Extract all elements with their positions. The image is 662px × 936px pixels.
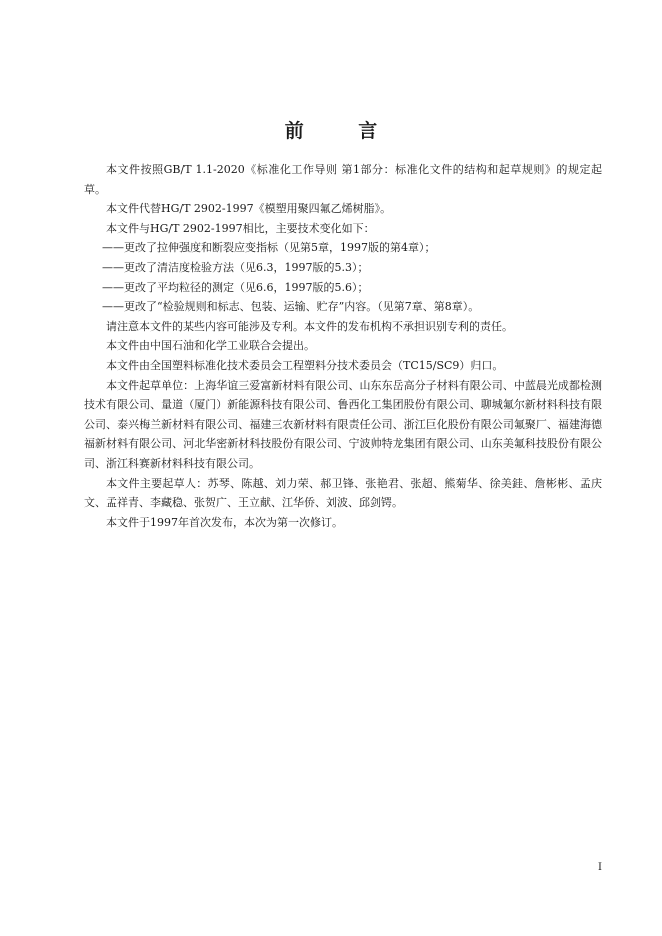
change-item: ——更改了拉伸强度和断裂应变指标（见第5章，1997版的第4章）； [102,241,436,255]
paragraph-managed-by: 本文件由全国塑料标准化技术委员会工程塑料分技术委员会（TC15/SC9）归口。 [106,358,504,372]
change-item: ——更改了“检验规则和标志、包装、运输、贮存”内容。（见第7章、第8章）。 [102,300,480,314]
page-number: I [598,862,602,873]
foreword-body [84,160,602,532]
paragraph-changes-intro: 本文件与HG/T 2902-1997相比，主要技术变化如下： [106,221,375,235]
paragraph-drafting-units: 本文件起草单位：上海华谊三爱富新材料有限公司、山东东岳高分子材料有限公司、中蓝晨光成都检测技术有限公司、量道（厦门）新能源科技有限公司、鲁西化工集团股份有限公司、聊城氟尔新材料科技有限公司、泰兴梅兰新材料有限公司、福建三农新材料有限责任公司、浙江巨化股份有限公司氟聚厂、福建海德福新材料有限公司、河北华密新材科技股份有限公司、宁波帅特龙集团有限公司、山东美氟科技股份有限公司、浙江科赛新材料科技有限公司。 [84,378,602,470]
paragraph-replaces: 本文件代替HG/T 2902-1997《模塑用聚四氟乙烯树脂》。 [106,202,392,216]
page-title: 前 言 [284,120,402,142]
paragraph-drafters: 本文件主要起草人：苏琴、陈越、刘力荣、郝卫锋、张艳君、张超、熊菊华、徐美銈、詹彬彬、孟庆文、孟祥青、李藏稳、张贺广、王立献、江华侨、刘波、邱剑锷。 [84,476,602,510]
paragraph-drafting-rules: 本文件按照GB/T 1.1-2020《标准化工作导则 第1部分：标准化文件的结构和起草规则》的规定起草。 [84,163,602,196]
paragraph-proposed-by: 本文件由中国石油和化学工业联合会提出。 [106,339,315,353]
change-item: ——更改了平均粒径的测定（见6.6，1997版的5.6）； [102,280,369,294]
paragraph-patent-note: 请注意本文件的某些内容可能涉及专利。本文件的发布机构不承担识别专利的责任。 [106,319,513,333]
paragraph-history: 本文件于1997年首次发布，本次为第一次修订。 [106,515,343,529]
change-item: ——更改了清洁度检验方法（见6.3，1997版的5.3）； [102,260,369,274]
